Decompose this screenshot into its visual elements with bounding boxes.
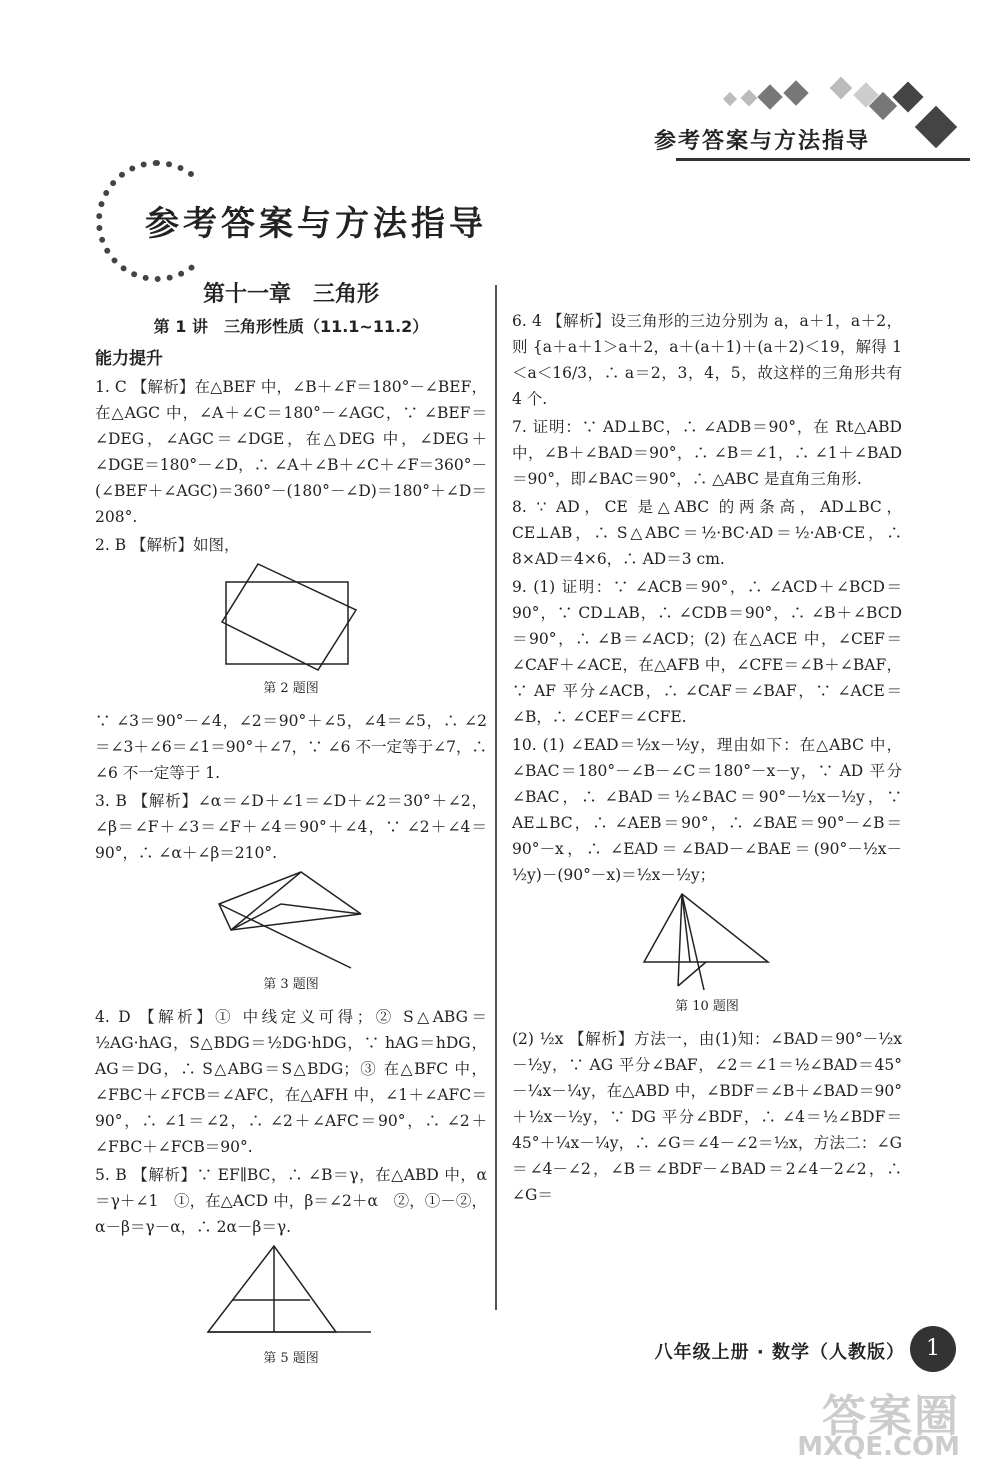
figure-3-caption: 第 3 题图	[263, 977, 319, 992]
watermark-url: MXQE.COM	[797, 1432, 960, 1462]
answer-10-part-1: 10. (1) ∠EAD＝½x－½y，理由如下：在△ABC 中，∠BAC＝180°－∠B－∠C＝180°－x－y，∵ AD 平分∠BAC，∴ ∠BAD＝½∠BAC＝90°－½x－½y，∵ AE⊥BC，∴ ∠AEB＝90°，∴ ∠BAE＝90°－∠B＝90°－x，∴ ∠EAD＝∠BAD－∠BAE＝(90°－½x－½y)－(90°－x)＝½x－½y；	[512, 736, 902, 884]
header-title: 参考答案与方法指导	[653, 129, 870, 154]
column-divider	[495, 285, 497, 1310]
answer-2-continued: ∵ ∠3＝90°－∠4，∠2＝90°＋∠5，∠4＝∠5，∴ ∠2＝∠3＋∠6＝∠1＝90°＋∠7，∵ ∠6 不一定等于∠7，∴ ∠6 不一定等于 1.	[95, 712, 487, 782]
answer-10-part-2: (2) ½x 【解析】方法一，由(1)知：∠BAD＝90°－½x－½y，∵ AG 平分∠BAF，∠2＝∠1＝½∠BAD＝45°－¼x－¼y，在△ABD 中，∠BDF＝∠B＋∠BAD＝90°＋½x－½y，∵ DG 平分∠BDF，∴ ∠4＝½∠BDF＝45°＋¼x－¼y，∴ ∠G＝∠4－∠2＝½x，方法二：∠G＝∠4－∠2，∠B＝∠BDF－∠BAD＝2∠4－2∠2，∴ ∠G＝	[512, 1030, 902, 1204]
page-number: 1	[910, 1326, 956, 1372]
chapter-title: 第十一章 三角形	[202, 282, 379, 307]
answer-9: 9. (1) 证明：∵ ∠ACB＝90°，∴ ∠ACD＋∠BCD＝90°，∵ CD⊥AB，∴ ∠CDB＝90°，∴ ∠B＋∠BCD＝90°，∴ ∠B＝∠ACD；(2) 在△ACE 中，∠CEF＝∠CAF＋∠ACE，在△AFB 中，∠CFE＝∠B＋∠BAF，∵ AF 平分∠ACB，∴ ∠CAF＝∠BAF，∵ ∠ACE＝∠B，∴ ∠CEF＝∠CFE.	[512, 578, 902, 726]
figure-10-caption: 第 10 题图	[675, 999, 739, 1014]
footer-book-title: 八年级上册 · 数学（人教版）	[654, 1342, 905, 1363]
answer-3: 3. B 【解析】∠α＝∠D＋∠1＝∠D＋∠2＝30°＋∠2，∠β＝∠F＋∠3＝∠F＋∠4＝90°＋∠4，∵ ∠2＋∠4＝90°，∴ ∠α＋∠β＝210°.	[95, 792, 487, 862]
figure-5-caption: 第 5 题图	[263, 1351, 319, 1366]
answer-4: 4. D 【解析】① 中线定义可得；② S△ABG＝½AG·hAG，S△BDG＝½DG·hDG，∵ hAG＝hDG，AG＝DG，∴ S△ABG＝S△BDG；③ 在△BFC 中，∠FBC＋∠FCB＝∠AFC，在△AFH 中，∠1＋∠AFC＝90°，∴ ∠1＝∠2，∴ ∠2＋∠AFC＝90°，∴ ∠2＋∠FBC＋∠FCB＝90°.	[95, 1008, 487, 1156]
answer-7: 7. 证明：∵ AD⊥BC，∴ ∠ADB＝90°，在 Rt△ABD 中，∠B＋∠BAD＝90°，∴ ∠B＝∠1，∴ ∠1＋∠BAD＝90°，即∠BAC＝90°，∴ △ABC 是直角三角形.	[512, 418, 902, 488]
header-rule	[676, 158, 970, 161]
left-column	[95, 282, 487, 1378]
answer-5: 5. B 【解析】∵ EF∥BC，∴ ∠B＝γ，在△ABD 中，α＝γ＋∠1 ①，在△ACD 中，β＝∠2＋α ②，①－②，α－β＝γ－α，∴ 2α－β＝γ.	[95, 1166, 487, 1236]
figure-2	[216, 562, 366, 674]
figure-3	[211, 870, 371, 970]
lesson-title: 第 1 讲 三角形性质（11.1~11.2）	[153, 317, 429, 336]
right-column	[512, 308, 902, 1210]
banner-title: 参考答案与方法指导	[145, 204, 487, 244]
figure-2-caption: 第 2 题图	[263, 681, 319, 696]
watermark-logo: 答案圈	[822, 1391, 960, 1442]
answer-2: 2. B 【解析】如图，	[95, 536, 240, 554]
figure-10	[642, 892, 772, 992]
answer-8: 8. ∵ AD，CE 是△ABC 的两条高，AD⊥BC，CE⊥AB，∴ S△ABC＝½·BC·AD＝½·AB·CE，∴ 8×AD＝4×6，∴ AD＝3 cm.	[512, 498, 902, 568]
answer-6: 6. 4 【解析】设三角形的三边分别为 a，a＋1，a＋2，则 {a＋a＋1＞a＋2，a＋(a＋1)＋(a＋2)＜19，解得 1＜a＜16/3，∴ a＝2，3，4，5，故这样的三角形共有 4 个.	[512, 312, 902, 408]
section-heading: 能力提升	[95, 349, 163, 369]
answer-1: 1. C 【解析】在△BEF 中，∠B＋∠F＝180°－∠BEF，在△AGC 中，∠A＋∠C＝180°－∠AGC，∵ ∠BEF＝∠DEG，∠AGC＝∠DGE，在△DEG 中，∠DEG＋∠DGE＝180°－∠D，∴ ∠A＋∠B＋∠C＋∠F＝360°－(∠BEF＋∠AGC)＝360°－(180°－∠D)＝180°＋∠D＝208°.	[95, 378, 487, 526]
figure-5	[206, 1244, 376, 1344]
